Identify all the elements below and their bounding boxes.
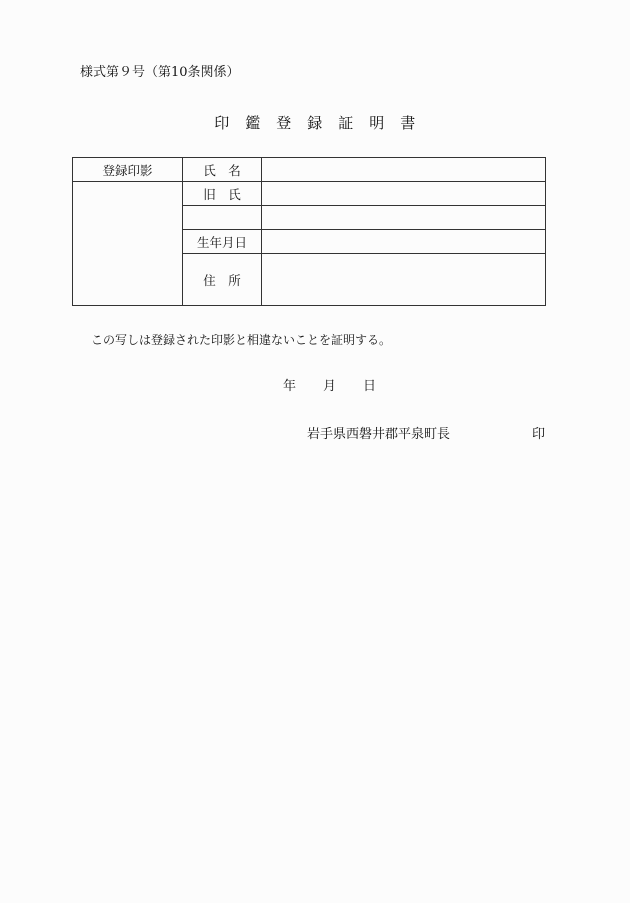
- seal-mark: 印: [532, 427, 546, 442]
- table-row: [73, 158, 546, 182]
- address-label: 住 所: [183, 254, 262, 306]
- seal-impression-area: [73, 182, 183, 306]
- name-value-cell: [262, 158, 546, 182]
- former-name-value-cell: [262, 182, 546, 206]
- birth-date-value-cell: [262, 230, 546, 254]
- date-day-label: 日: [363, 379, 377, 394]
- certification-statement: この写しは登録された印影と相違ないことを証明する。: [91, 333, 392, 347]
- former-name-label: 旧 氏: [183, 182, 262, 206]
- name-label: 氏 名: [183, 158, 262, 182]
- document-title: 印 鑑 登 録 証 明 書: [214, 114, 416, 132]
- blank-value-cell: [262, 206, 546, 230]
- table-row: [73, 182, 546, 206]
- date-month-label: 月: [323, 379, 337, 394]
- blank-label-cell: [183, 206, 262, 230]
- date-year-label: 年: [283, 379, 297, 394]
- registration-table: [72, 157, 546, 306]
- address-value-cell: [262, 254, 546, 306]
- form-number: 様式第９号（第10条関係）: [80, 65, 240, 80]
- seal-header-cell: 登録印影: [73, 158, 183, 182]
- issuer-name: 岩手県西磐井郡平泉町長: [307, 427, 451, 442]
- birth-date-label: 生年月日: [183, 230, 262, 254]
